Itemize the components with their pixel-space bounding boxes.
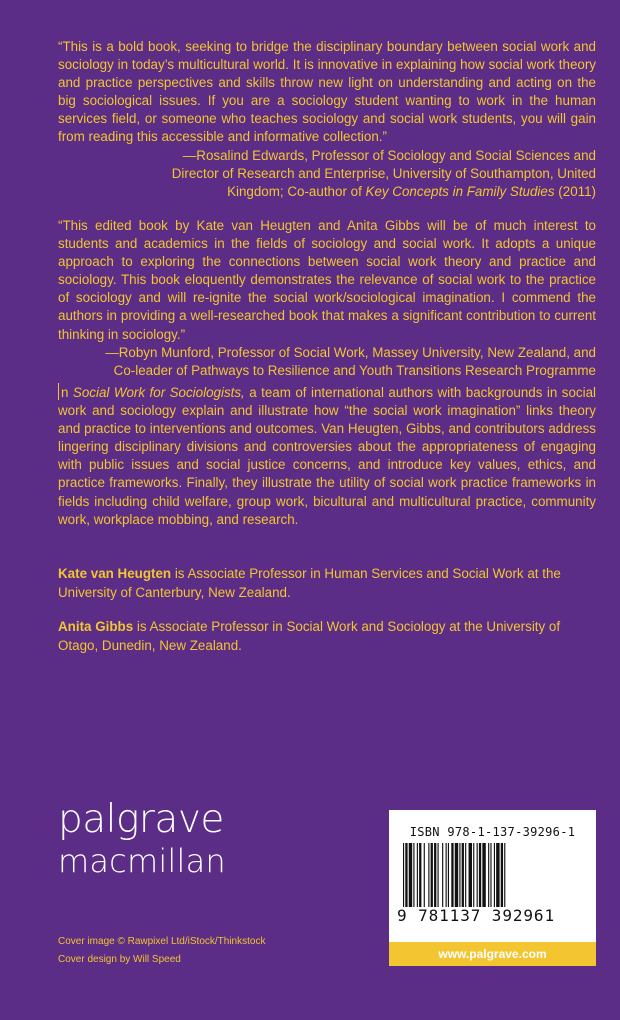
barcode-bar (451, 843, 453, 907)
barcode-bar (417, 843, 418, 907)
barcode-bar (409, 843, 412, 907)
barcode-bar (494, 843, 495, 907)
barcode-bar (462, 843, 464, 907)
barcode-bar (448, 843, 449, 907)
barcode-bar (442, 843, 443, 907)
book-description (58, 383, 596, 529)
barcode-bar (455, 843, 458, 907)
attribution-line: —Robyn Munford, Professor of Social Work, Massey University, New Zealand, and (105, 344, 596, 360)
barcode-bar (428, 843, 429, 907)
isbn-barcode (389, 810, 596, 966)
author-bio-gibbs (58, 617, 596, 655)
barcode-bar (419, 843, 421, 907)
barcode-bar (431, 843, 433, 907)
isbn-label: ISBN 978-1-137-39296-1 (409, 825, 576, 839)
dropcap-bar (58, 383, 59, 400)
attribution-line: Director of Research and Enterprise, University of Southampton, United (171, 165, 596, 181)
barcode-bar (434, 843, 436, 907)
cover-credits (58, 933, 265, 969)
author-bio-text: is Associate Professor in Human Services and Social Work at the University of Canterbury, New Zealand. (58, 566, 561, 600)
barcode-digits: 9 781137 392961 (397, 906, 555, 925)
quote-attribution (58, 344, 596, 380)
publisher-url: www.palgrave.com (389, 942, 596, 966)
barcode-bar (479, 843, 481, 907)
publisher-logo (58, 798, 226, 880)
barcode-bar (490, 843, 491, 907)
logo-line-palgrave: palgrave (58, 797, 224, 842)
attribution-text: Kingdom; Co-author of (227, 183, 366, 199)
barcode-bar (504, 843, 505, 907)
barcode-bar (469, 843, 472, 907)
description-start: n (61, 385, 73, 400)
cover-image-credit: Cover image © Rawpixel Ltd/iStock/Thinkstock (58, 936, 266, 947)
logo-line-macmillan: macmillan (58, 842, 226, 880)
description-book-title: Social Work for Sociologists, (72, 385, 245, 400)
quote-attribution (58, 147, 596, 201)
attribution-line: —Rosalind Edwards, Professor of Sociology and Social Sciences and (182, 147, 596, 163)
cover-design-credit: Cover design by Will Speed (58, 954, 181, 965)
barcode-bar (438, 843, 439, 907)
attribution-book-title: Key Concepts in Family Studies (365, 183, 555, 199)
author-name: Anita Gibbs (58, 619, 134, 634)
quote-text: “This is a bold book, seeking to bridge the disciplinary boundary between social work and sociology in today’s multicultural world. It is innovative in explaining how social work theory and practice perspectives and skills throw new light on understanding and acting on the big sociological issues. If you are a sociology student wanting to work in the human services field, or someone who teaches sociology and social work students, you will gain from reading this accessible and informative collection.” (58, 39, 596, 145)
barcode-bar (488, 843, 489, 907)
barcode-bar (482, 843, 485, 907)
barcode-bars (403, 843, 583, 907)
barcode-bar (403, 843, 404, 907)
quote-text: “This edited book by Kate van Heugten and Anita Gibbs will be of much interest to students and academics in the fields of sociology and social work. It adopts a unique approach to exploring the connections between social work theory and practice and sociology. This book eloquently demonstrates the relevance of social work to the practice of sociology and will re-ignite the social work/sociological imagination. I commend the authors in providing a well-researched book that makes a significant contribution to current thinking in sociology.” (58, 218, 596, 342)
description-body: a team of international authors with backgrounds in social work and sociology explain and illustrate how “the social work imagination” links theory and practice to interventions and outcomes. Van Heugten, Gibbs, and contributors address lingering disciplinary divisions and controversies about the appropriateness of engaging with public issues and social justice concerns, and introduce key values, ethics, and practice frameworks. Finally, they illustrate the utility of social work practice frameworks in fields including child welfare, group work, bicultural and multicultural practice, community work, workplace mobbing, and research. (58, 385, 597, 527)
endorsement-quote-munford (58, 217, 596, 380)
barcode-bar (413, 843, 414, 907)
endorsement-quote-edwards (58, 38, 596, 201)
attribution-line: Co-leader of Pathways to Resilience and Youth Transitions Research Programme (113, 362, 596, 378)
author-bio-van-heugten (58, 564, 596, 602)
author-name: Kate van Heugten (58, 566, 172, 581)
barcode-bar (424, 843, 425, 907)
attribution-year: (2011) (554, 183, 596, 199)
barcode-bar (465, 843, 466, 907)
barcode-bar (405, 843, 407, 907)
attribution-line (58, 183, 596, 201)
author-bio-text: is Associate Professor in Social Work and Sociology at the University of Otago, Dunedin, New Zealand. (58, 619, 561, 653)
barcode-bar (459, 843, 460, 907)
barcode-bar (496, 843, 499, 907)
barcode-bar (446, 843, 447, 907)
barcode-bar (477, 843, 478, 907)
barcode-bar (473, 843, 474, 907)
barcode-bar (501, 843, 503, 907)
